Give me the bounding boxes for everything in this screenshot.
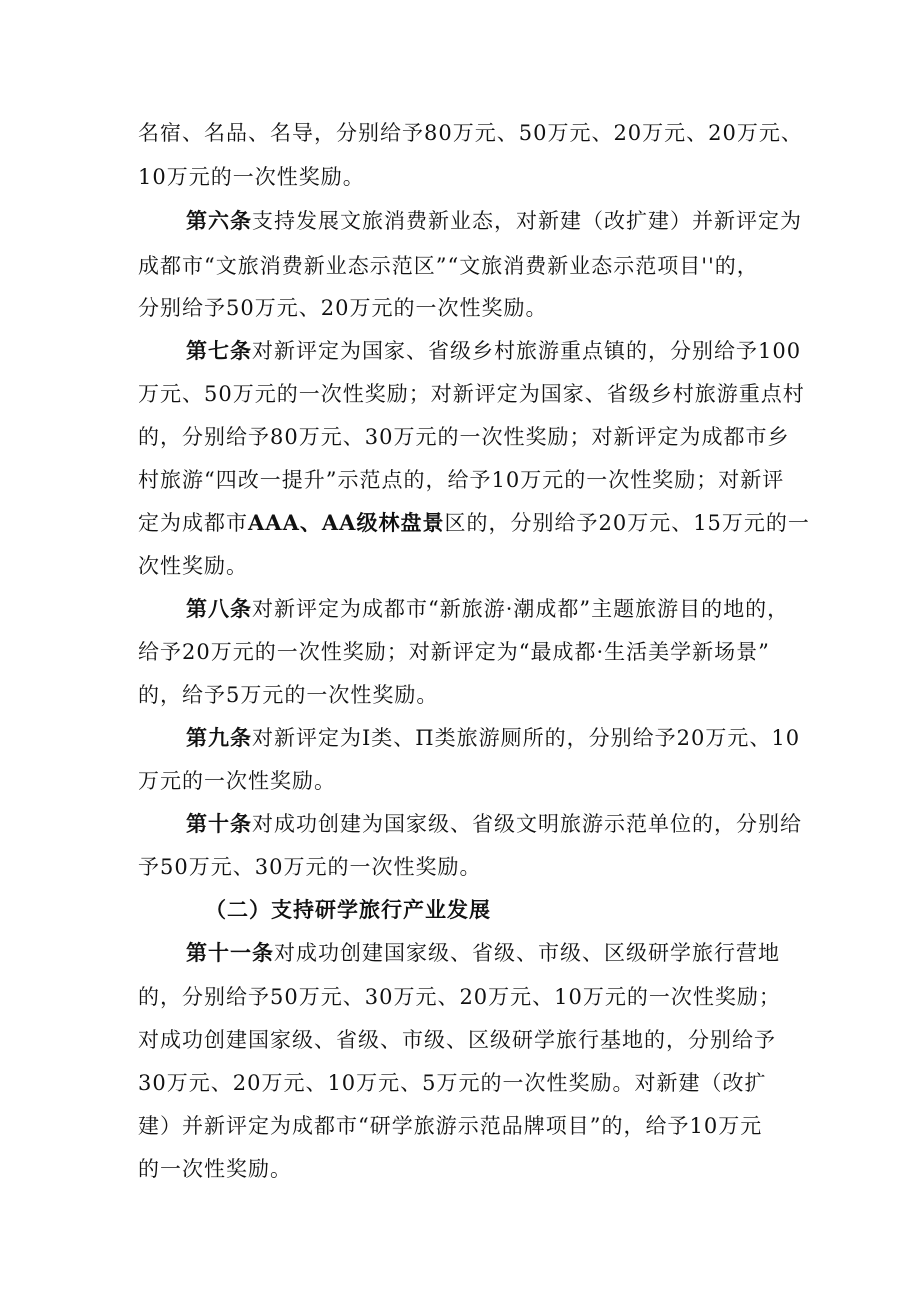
article-6-paragraph	[186, 206, 802, 236]
body-text-line: 分别给予50万元、20万元的一次性奖励。	[138, 296, 548, 320]
body-text-line: 的一次性奖励。	[138, 1157, 292, 1181]
body-text-line: 予50万元、30万元的一次性奖励。	[138, 855, 482, 879]
article-7-paragraph	[186, 336, 801, 366]
body-text-line: 成都市“文旅消费新业态示范区”“文旅消费新业态示范项目''的，	[138, 254, 759, 278]
article-6-heading: 第六条	[186, 208, 252, 233]
body-text-line: 村旅游“四改一提升”示范点的，给予10万元的一次性奖励；对新评	[138, 468, 785, 492]
article-9-paragraph	[186, 723, 800, 753]
body-text-line: 万元的一次性奖励。	[138, 769, 336, 793]
article-8-paragraph	[186, 594, 789, 624]
article-6-text: 支持发展文旅消费新业态，对新建（改扩建）并新评定为	[252, 209, 802, 233]
article-7-text: 对新评定为国家、省级乡村旅游重点镇的，分别给予100	[252, 339, 802, 363]
body-text-line: 名宿、名品、名导，分别给予80万元、50万元、20万元、20万元、	[138, 121, 803, 145]
body-text-line	[138, 508, 810, 538]
body-text-line: 10万元的一次性奖励。	[138, 165, 365, 189]
article-7-heading: 第七条	[186, 338, 252, 363]
article-9-heading: 第九条	[186, 725, 252, 750]
article-10-heading: 第十条	[186, 811, 252, 836]
body-text-line: 对成功创建国家级、省级、市级、区级研学旅行基地的，分别给予	[138, 1028, 776, 1052]
article-9-text: 对新评定为Ⅰ类、Π类旅游厕所的，分别给予20万元、10	[252, 726, 801, 750]
body-text-line: 万元、50万元的一次性奖励；对新评定为国家、省级乡村旅游重点村	[138, 382, 805, 406]
article-10-paragraph	[186, 809, 802, 839]
text-run: 区的，分别给予20万元、15万元的一	[444, 511, 810, 535]
body-text-line: 30万元、20万元、10万元、5万元的一次性奖励。对新建（改扩	[138, 1071, 767, 1095]
text-run: 定为成都市	[138, 511, 248, 535]
body-text-line: 给予20万元的一次性奖励；对新评定为“最成都·生活美学新场景”	[138, 640, 770, 664]
body-text-line: 次性奖励。	[138, 554, 248, 578]
article-8-text: 对新评定为成都市“新旅游·潮成都”主题旅游目的地的，	[252, 597, 790, 621]
bold-text-run: AAA、AA级林盘景	[248, 510, 445, 535]
body-text-line: 的，给予5万元的一次性奖励。	[138, 683, 439, 707]
body-text-line: 的，分别给予80万元、30万元的一次性奖励；对新评定为成都市乡	[138, 425, 790, 449]
article-10-text: 对成功创建为国家级、省级文明旅游示范单位的，分别给	[252, 812, 802, 836]
article-11-text: 对成功创建国家级、省级、市级、区级研学旅行营地	[274, 941, 780, 965]
body-text-line: 的，分别给予50万元、30万元、20万元、10万元的一次性奖励；	[138, 985, 781, 1009]
article-11-heading: 第十一条	[186, 940, 274, 965]
body-text-line: 建）并新评定为成都市“研学旅游示范品牌项目”的，给予10万元	[138, 1114, 763, 1138]
article-11-paragraph	[186, 938, 780, 968]
section-heading: （二）支持研学旅行产业发展	[205, 897, 491, 922]
article-8-heading: 第八条	[186, 596, 252, 621]
